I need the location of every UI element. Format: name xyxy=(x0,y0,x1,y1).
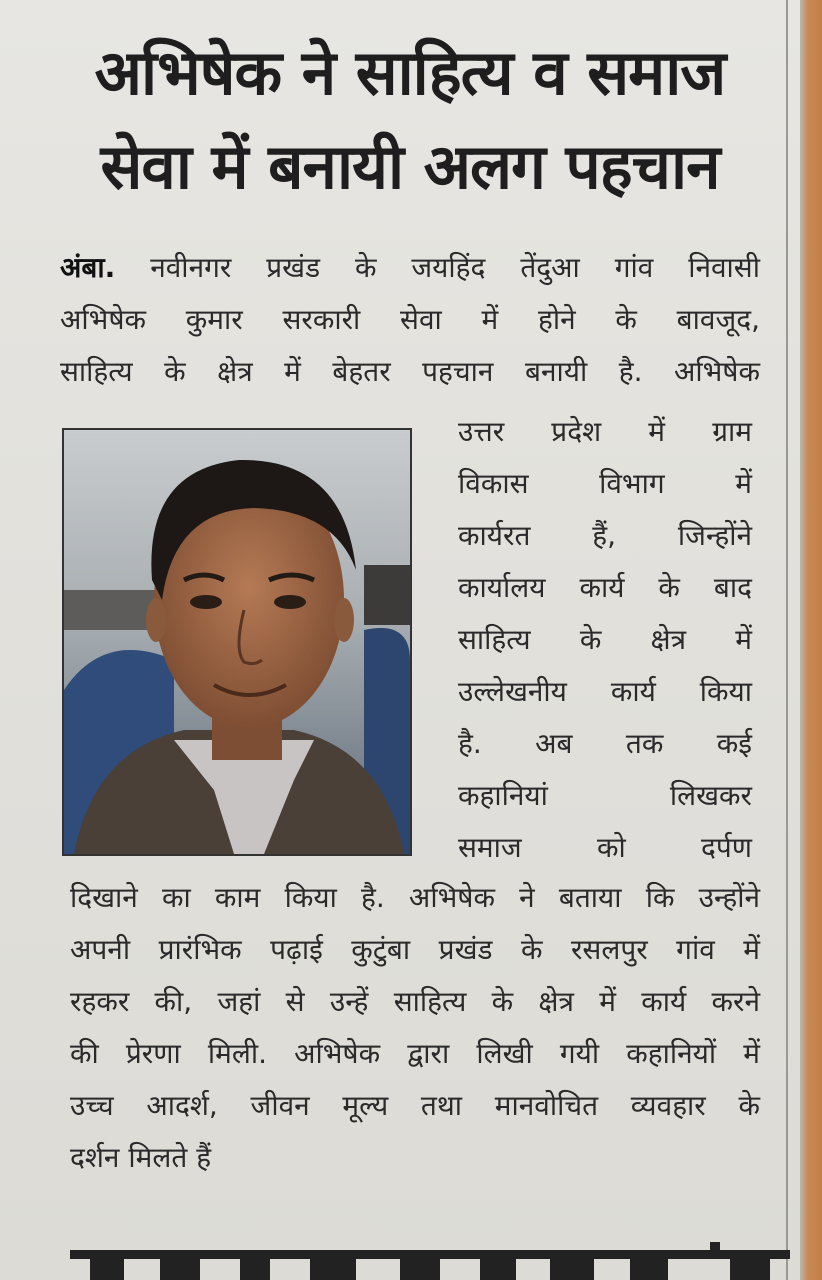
author-photo xyxy=(62,428,412,856)
column-divider xyxy=(786,0,788,1280)
page-edge xyxy=(800,0,822,1280)
body-line: अपनी प्रारंभिक पढ़ाई कुटुंबा प्रखंड के रसलपुर गांव में xyxy=(70,933,760,966)
article-body xyxy=(70,872,760,1184)
next-article-headline-fragment xyxy=(70,1236,790,1280)
body-line-last: दर्शन मिलते हैं xyxy=(70,1141,212,1174)
side-line: कहानियां लिखकर xyxy=(458,779,752,812)
side-line: उल्लेखनीय कार्य किया xyxy=(458,675,752,708)
article-intro xyxy=(60,242,760,398)
side-line: समाज को दर्पण xyxy=(458,831,752,864)
headline-line-2: सेवा में बनायी अलग पहचान xyxy=(100,130,720,203)
cut-off-headline-shapes xyxy=(70,1236,790,1280)
body-line: उच्च आदर्श, जीवन मूल्य तथा मानवोचित व्यवहार के xyxy=(70,1089,760,1122)
body-line: रहकर की, जहां से उन्हें साहित्य के क्षेत्र में कार्य करने xyxy=(70,985,760,1018)
body-line: की प्रेरणा मिली. अभिषेक द्वारा लिखी गयी कहानियों में xyxy=(70,1037,760,1070)
portrait-image xyxy=(64,430,410,854)
intro-line-1 xyxy=(60,242,760,294)
intro-line-3: साहित्य के क्षेत्र में बेहतर पहचान बनायी है. अभिषेक xyxy=(60,355,760,388)
article-headline xyxy=(40,26,780,214)
intro-line-1-text: नवीनगर प्रखंड के जयहिंद तेंदुआ गांव निवासी xyxy=(150,251,760,284)
side-line: है. अब तक कई xyxy=(458,727,752,760)
side-line: विकास विभाग में xyxy=(458,467,752,500)
dateline: अंबा. xyxy=(60,251,116,284)
side-line: साहित्य के क्षेत्र में xyxy=(458,623,752,656)
intro-line-2: अभिषेक कुमार सरकारी सेवा में होने के बावजूद, xyxy=(60,303,760,336)
side-line: कार्यरत हैं, जिन्होंने xyxy=(458,519,752,552)
body-line: दिखाने का काम किया है. अभिषेक ने बताया कि उन्होंने xyxy=(70,881,760,914)
side-line: कार्यालय कार्य के बाद xyxy=(458,571,752,604)
headline-line-1: अभिषेक ने साहित्य व समाज xyxy=(94,36,726,109)
side-line: उत्तर प्रदेश में ग्राम xyxy=(458,415,752,448)
article-side-column xyxy=(458,406,752,874)
